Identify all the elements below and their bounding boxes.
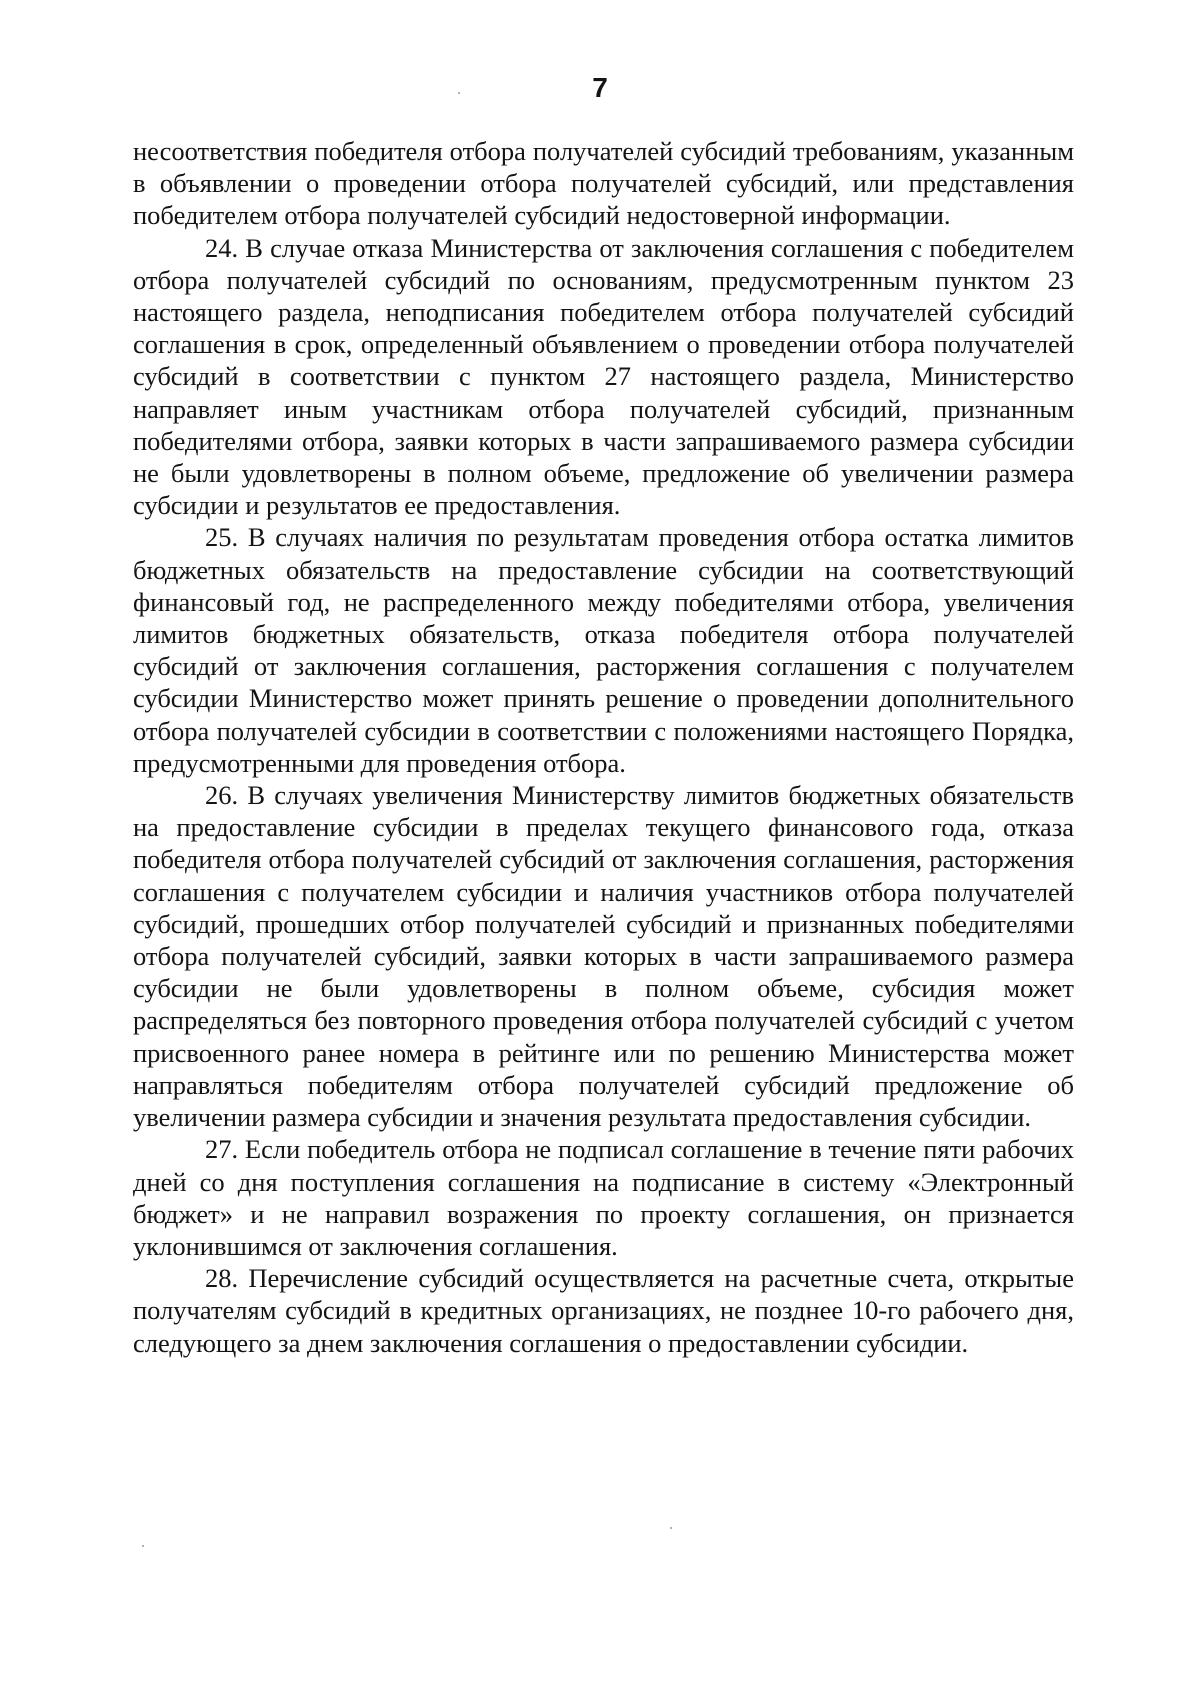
document-body <box>133 135 1074 1359</box>
scan-speck <box>458 92 460 94</box>
paragraph-item-24: 24. В случае отказа Министерства от заключения соглашения с победителем отбора получателей субсидий по основаниям, предусмотренным пунктом 23 настоящего раздела, неподписания победителем отбора получателей субсидий соглашения в срок, определенный объявлением о проведении отбора получателей субсидий в соответствии с пунктом 27 настоящего раздела, Министерство направляет иным участникам отбора получателей субсидий, признанным победителями отбора, заявки которых в части запрашиваемого размера субсидии не были удовлетворены в полном объеме, предложение об увеличении размера субсидии и результатов ее предоставления. <box>133 232 1074 521</box>
paragraph-item-28: 28. Перечисление субсидий осуществляется на расчетные счета, открытые получателям субсидий в кредитных организациях, не позднее 10-го рабочего дня, следующего за днем заключения соглашения о предоставлении субсидии. <box>133 1263 1074 1358</box>
paragraph-item-25: 25. В случаях наличия по результатам проведения отбора остатка лимитов бюджетных обязательств на предоставление субсидии на соответствующий финансовый год, не распределенного между победителями отбора, увеличения лимитов бюджетных обязательств, отказа победителя отбора получателей субсидий от заключения соглашения, расторжения соглашения с получателем субсидии Министерство может принять решение о проведении дополнительного отбора получателей субсидии в соответствии с положениями настоящего Порядка, предусмотренными для проведения отбора. <box>133 522 1074 778</box>
paragraph-item-26: 26. В случаях увеличения Министерству лимитов бюджетных обязательств на предоставление субсидии в пределах текущего финансового года, отказа победителя отбора получателей субсидий от заключения соглашения, расторжения соглашения с получателем субсидии и наличия участников отбора получателей субсидий, прошедших отбор получателей субсидий и признанных победителями отбора получателей субсидий, заявки которых в части запрашиваемого размера субсидии не были удовлетворены в полном объеме, субсидия может распределяться без повторного проведения отбора получателей субсидий с учетом присвоенного ранее номера в рейтинге или по решению Министерства может направляться победителям отбора получателей субсидий предложение об увеличении размера субсидии и значения результата предоставления субсидии. <box>133 780 1074 1133</box>
paragraph-item-27: 27. Если победитель отбора не подписал соглашение в течение пяти рабочих дней со дня поступления соглашения на подписание в систему «Электронный бюджет» и не направил возражения по проекту соглашения, он признается уклонившимся от заключения соглашения. <box>133 1134 1074 1261</box>
scan-speck <box>670 1527 672 1529</box>
paragraph-continuation: несоответствия победителя отбора получателей субсидий требованиям, указанным в объявлении о проведении отбора получателей субсидий, или представления победителем отбора получателей субсидий недостоверной информации. <box>133 136 1074 231</box>
page-number: 7 <box>592 72 608 103</box>
scan-speck <box>142 1545 144 1547</box>
